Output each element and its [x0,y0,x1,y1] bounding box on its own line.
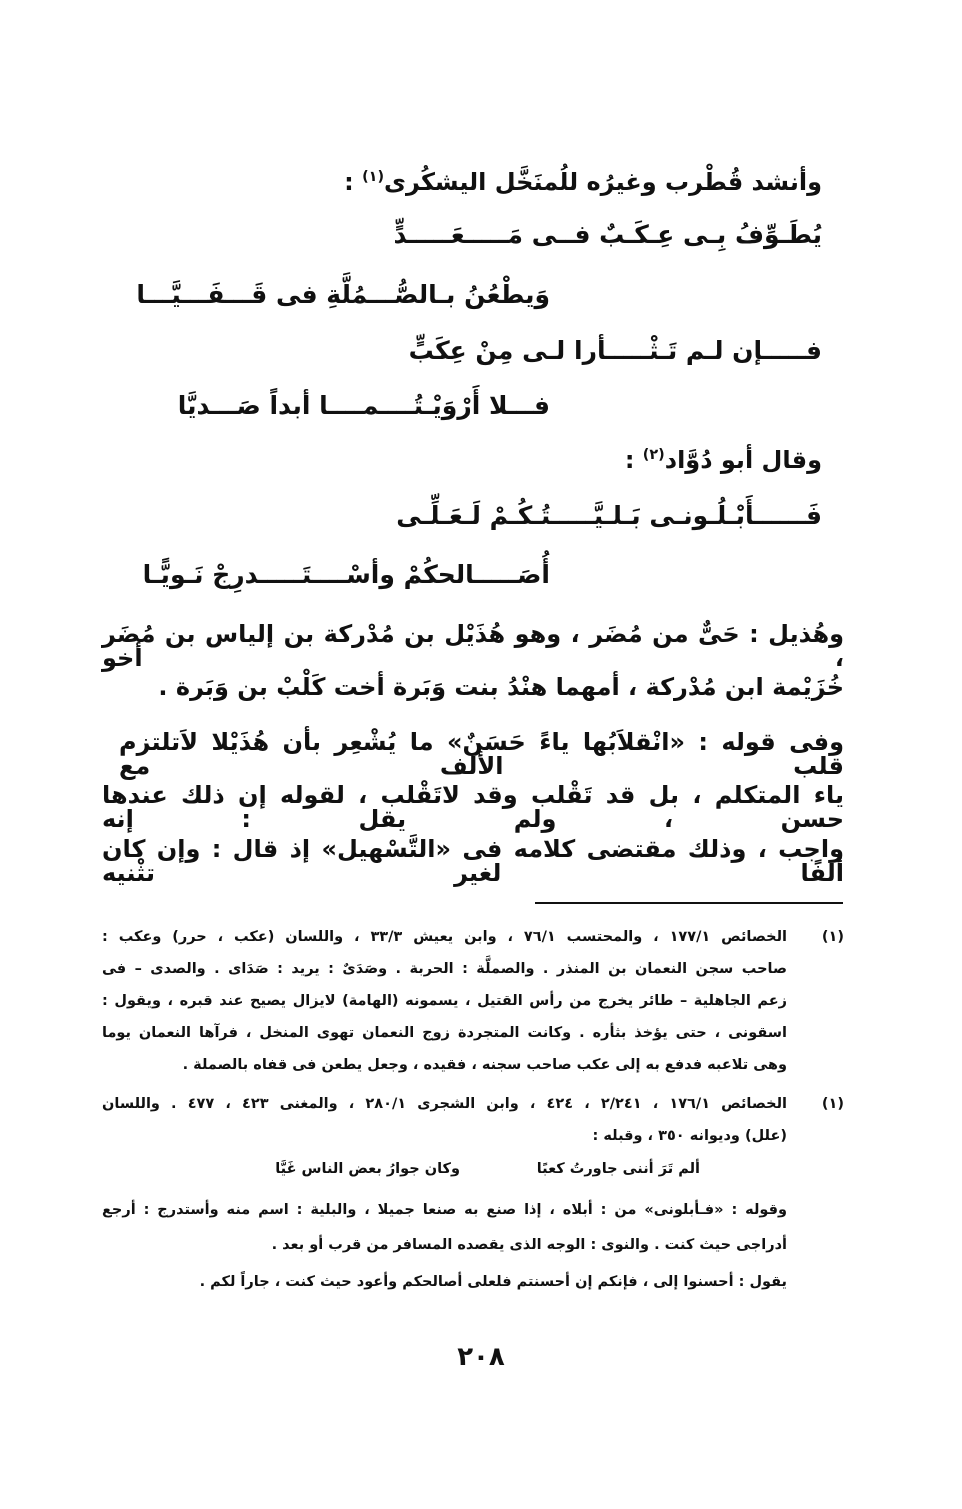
paragraph-line-4: ياء المتكلم ، بل قد تَقْلب وقد لاتَقْلب ، لقوله إن ذلك عندها حسن ، ولم يقل : إنه [102,781,844,833]
footnote1-number: (١) [821,929,844,945]
footnote1-line-3: زعم الجاهلية – طائر يخرج من رأس القتيل ، يسمونه (الهامة) لايزال يصيح عند قبره ، ويقول : [102,993,787,1009]
footnote1-line-1: الخصائص ١٧٧/١ ، والمحتسب ٧٦/١ ، وابن يعيش ٣٣/٣ ، واللسان (عكب ، حرر) وعكب : [102,929,787,945]
footnote1-line-2: صاحب سجن النعمان بن المنذر . والصملَّة : الحربة . وصَدَىٌ : يريد : صَدَاى . والصدى – فى [102,961,787,977]
footnote2-after-line-3: يقول : أحسنوا إلى ، فإنكم إن أحسنتم فلعلى أصالحكم وأعود حيث كنت ، جاراً لكم . [199,1274,787,1290]
intro-footnote-ref: (١) [362,169,385,185]
poem1-verse1-first: يُطَـوِّفُ بِـى عِـكَـبٌ فــى مَـــــعَـــــدٍّ [393,220,822,249]
paragraph-line-5: واجب ، وذلك مقتضى كلامه فى «التَّسْهيل» إذ قال : وإن كان ألفًا لغير تثْنيه [102,835,844,887]
intro-line [344,170,822,194]
poem1-verse2-first: فـــــإن لـم تَـثْـــــأرا لـى مِنْ عِكَبٍّ [408,336,822,365]
footnote2-number: (١) [821,1096,844,1112]
second-intro-colon: : [624,446,635,474]
footnote2-line-2: (علل) وديوانه ٣٥٠ ، وقبله : [592,1128,787,1144]
intro-colon: : [344,168,354,196]
second-intro-text: وقال أبو دُوَّاد [664,446,822,474]
footnote2-line-1: الخصائص ١٧٦/١ ، ٢/٢٤١ ، ٤٢٤ ، وابن الشجرى ٢٨٠/١ ، والمغنى ٤٢٣ ، ٤٧٧ . واللسان [102,1096,787,1112]
paragraph-line-2: خُزَيْمة ابن مُدْركة ، أمهما هنْدُ بنت وَبَرة أخت كَلْبْ بن وَبَرة . [158,673,844,701]
footnote2-after-line-2: أدراجى حيث كنت . والنوى : الوجه الذى يقصده المسافر من قرب أو بعد . [271,1237,787,1253]
page-number: ٢٠٨ [457,1342,505,1372]
poem1-verse1-second: وَيطْعُنُ بـالصُّـــمُلَّةِ فى قَـــفَـــيَّـــا [136,280,550,309]
footnote2-after-line-1: وقوله : «فـأبلونى» من : أبلاه ، إذا صنع به صنعا جميلا ، والبلية : اسم منه وأستدرج : أرجع [102,1202,787,1218]
poem2-verse1-first: فَــــــأَبْـلُـونـى بَـلـيَّـــــتُـكُـمْ لَـعَـلِّـى [396,501,822,530]
second-footnote-ref: (٢) [642,447,665,463]
paragraph-line-3: وفى قوله : «انْقلاَبُها ياءً حَسَنٌ» ما يُشْعِر بأن هُذَيْلا لاَتلتزم قلب الألف مع [119,728,844,780]
footnote1-line-5: وهى تلاعبه فدفع به إلى عكب صاحب سجنه ، فقيده ، وجعل يطعن فى قفاه بالصملة . [182,1057,787,1073]
paragraph-line-1: وهُذيل : حَىٌّ من مُضَر ، وهو هُذَيْل بن مُدْركة بن إلياس بن مُضَر ، أخو [102,620,844,672]
poem1-verse2-second: فـــلا أَرْوَيْـتُــــمــــا أبداً صَـــديَّا [177,391,550,420]
footnote1-line-4: اسقونى ، حتى يؤخذ بثأره . وكانت المتجردة زوج النعمان تهوى المنخل ، فرآها النعمان يوما [102,1025,787,1041]
footnote2-verse-second: وكان جوارُ بعض الناس غَيَّا [275,1161,460,1177]
footnote-separator [535,902,843,904]
second-intro-line [625,448,822,472]
intro-text: وأنشد قُطْرب وغيرُه للُمنَخَّل اليشكُرى [384,168,822,196]
poem2-verse1-second: أُصَـــــالحكُمْ وأسْــــتَـــــدرِجْ نَـويًّـا [142,560,550,589]
footnote2-verse-first: ألم تَرَ أننى جاورتُ كعبًا [536,1161,700,1177]
